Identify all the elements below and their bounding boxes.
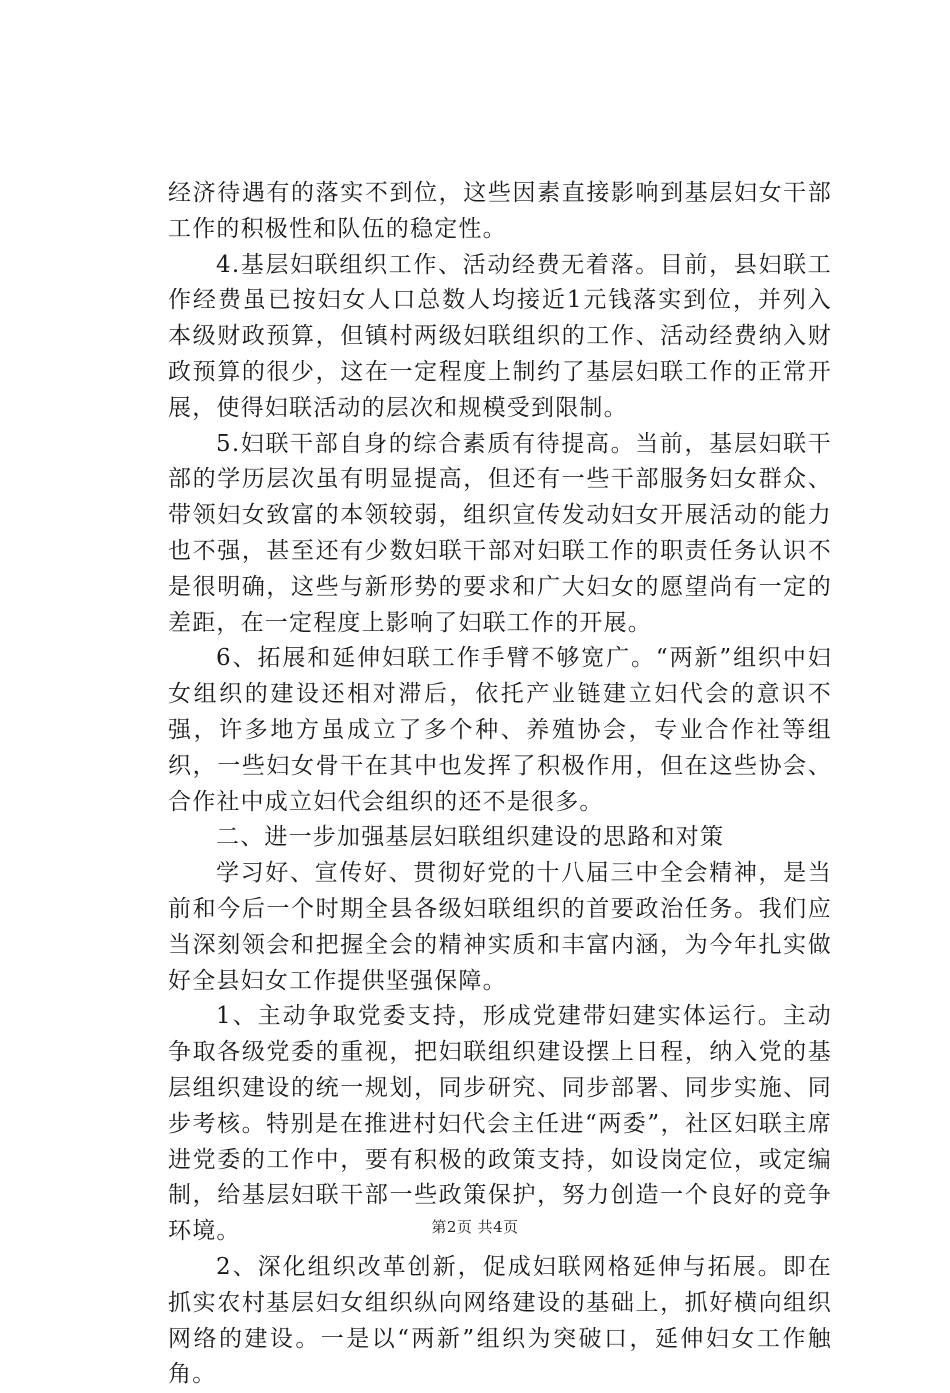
document-body [168,176,832,1393]
paragraph-2: 4.基层妇联组织工作、活动经费无着落。目前，县妇联工作经费虽已按妇女人口总数人均接近1元钱落实到位，并列入本级财政预算，但镇村两级妇联组织的工作、活动经费纳入财政预算的很少，这在一定程度上制约了基层妇联工作的正常开展，使得妇联活动的层次和规模受到限制。 [168,251,832,421]
paragraph-4: 6、拓展和延伸妇联工作手臂不够宽广。“两新”组织中妇女组织的建设还相对滞后，依托产业链建立妇代会的意识不强，许多地方虽成立了多个种、养殖协会，专业合作社等组织，一些妇女骨干在其中也发挥了积极作用，但在这些协会、合作社中成立妇代会组织的还不是很多。 [168,645,832,815]
page-number-footer: 第2页 共4页 [431,1218,519,1236]
paragraph-6: 1、主动争取党委支持，形成党建带妇建实体运行。主动争取各级党委的重视，把妇联组织建设摆上日程，纳入党的基层组织建设的统一规划，同步研究、同步部署、同步实施、同步考核。特别是在推进村妇代会主任进“两委”，社区妇联主席进党委的工作中，要有积极的政策支持，如设岗定位，或定编制，给基层妇联干部一些政策保护，努力创造一个良好的竞争环境。 [168,1003,832,1245]
section-heading: 二、进一步加强基层妇联组织建设的思路和对策 [216,824,725,851]
paragraph-1: 经济待遇有的落实不到位，这些因素直接影响到基层妇女干部工作的积极性和队伍的稳定性。 [168,180,832,242]
paragraph-3: 5.妇联干部自身的综合素质有待提高。当前，基层妇联干部的学历层次虽有明显提高，但还有一些干部服务妇女群众、带领妇女致富的本领较弱，组织宣传发动妇女开展活动的能力也不强，甚至还有少数妇联干部对妇联工作的职责任务认识不是很明确，这些与新形势的要求和广大妇女的愿望尚有一定的差距，在一定程度上影响了妇联工作的开展。 [168,430,832,636]
paragraph-7: 2、深化组织改革创新，促成妇联网格延伸与拓展。即在抓实农村基层妇女组织纵向网络建设的基础上，抓好横向组织网络的建设。一是以“两新”组织为突破口，延伸妇女工作触角。 [168,1253,832,1388]
paragraph-5: 学习好、宣传好、贯彻好党的十八届三中全会精神，是当前和今后一个时期全县各级妇联组织的首要政治任务。我们应当深刻领会和把握全会的精神实质和丰富内涵，为今年扎实做好全县妇女工作提供坚强保障。 [168,860,832,994]
